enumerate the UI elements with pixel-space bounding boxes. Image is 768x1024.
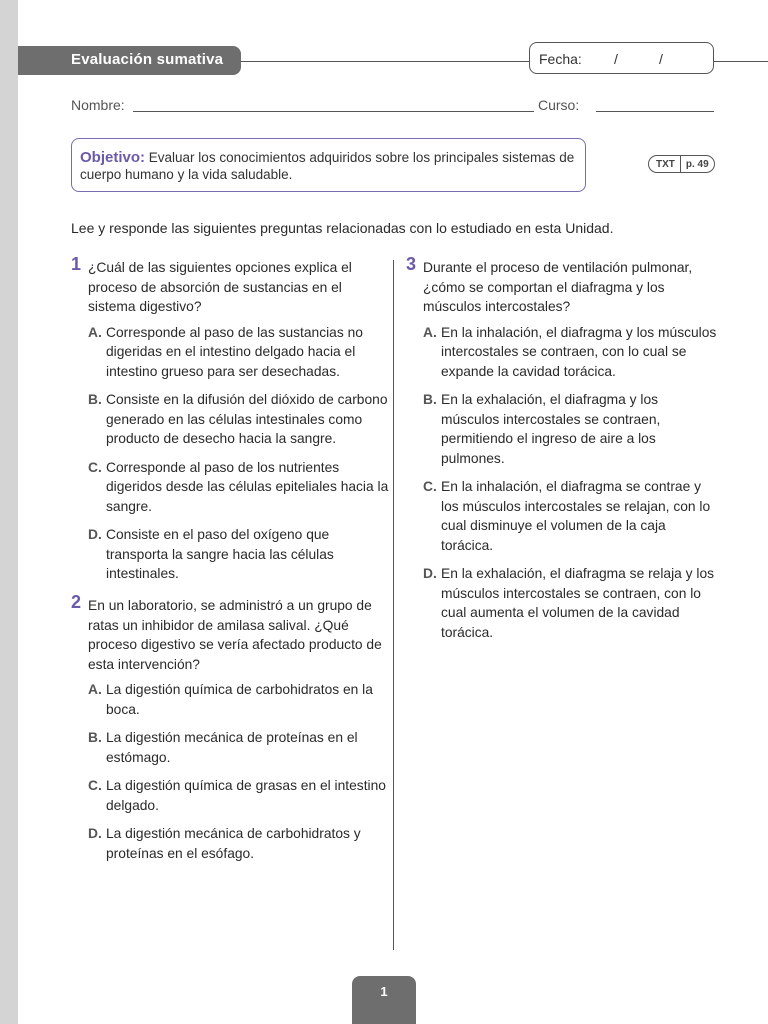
page-reference: p. 49: [685, 158, 709, 170]
option-letter: A.: [88, 324, 102, 340]
option-text: La digestión mecánica de proteínas en el estómago.: [106, 730, 358, 765]
option-b[interactable]: [88, 728, 389, 767]
question-number: 3: [406, 254, 417, 274]
option-letter: B.: [423, 392, 437, 407]
instructions: Lee y responde las siguientes preguntas relacionadas con lo estudiado en esta Unidad.: [71, 220, 614, 236]
question-text: En un laboratorio, se administró a un grupo de ratas un inhibidor de amilasa salival. ¿Qué proceso digestivo se vería afectado producto de esta intervención?: [88, 598, 382, 672]
option-letter: C.: [88, 778, 102, 793]
header-rule: [241, 61, 529, 62]
option-letter: C.: [423, 479, 437, 494]
objective-text: [80, 149, 580, 183]
option-a[interactable]: [88, 680, 389, 719]
option-text: La digestión química de grasas en el intestino delgado.: [106, 778, 386, 813]
option-c[interactable]: [88, 776, 389, 815]
date-separator-2: /: [659, 51, 663, 67]
option-text: Consiste en el paso del oxígeno que transporta la sangre hacia las células intestinales.: [106, 527, 334, 581]
question-text: ¿Cuál de las siguientes opciones explica el proceso de absorción de sustancias en el sistema digestivo?: [88, 260, 352, 314]
course-label: Curso:: [538, 97, 580, 113]
name-field[interactable]: [133, 111, 534, 112]
column-divider: [393, 260, 394, 950]
option-list: [88, 680, 389, 863]
date-separator-1: /: [614, 51, 618, 67]
name-label: Nombre:: [71, 97, 125, 113]
option-b[interactable]: [423, 390, 718, 468]
option-text: En la inhalación, el diafragma se contrae y los músculos intercostales se relajan, con lo cual disminuye el volumen de la caja torácica.: [441, 479, 711, 553]
option-c[interactable]: [423, 477, 718, 555]
textbook-reference-badge: [648, 155, 715, 173]
option-text: Corresponde al paso de los nutrientes digeridos desde las células epiteliales hacia la sangre.: [106, 459, 389, 514]
option-b[interactable]: [88, 390, 389, 449]
option-text: En la inhalación, el diafragma y los músculos intercostales se contraen, con lo cual se expande la cavidad torácica.: [441, 324, 717, 379]
question-3: [406, 254, 718, 651]
option-c[interactable]: [88, 458, 389, 517]
option-letter: C.: [88, 459, 102, 475]
question-2: [71, 592, 389, 872]
page-title: Evaluación sumativa: [71, 51, 224, 68]
option-a[interactable]: [423, 323, 718, 382]
option-list: [88, 323, 389, 584]
question-text: Durante el proceso de ventilación pulmonar, ¿cómo se comportan el diafragma y los músculos intercostales?: [423, 260, 693, 314]
option-letter: B.: [88, 730, 102, 745]
option-letter: D.: [88, 826, 102, 841]
option-letter: A.: [423, 324, 437, 340]
option-text: En la exhalación, el diafragma y los músculos intercostales se contraen, permitiendo el ingreso de aire a los pulmones.: [441, 392, 661, 466]
option-letter: B.: [88, 392, 102, 407]
question-number: 2: [71, 592, 82, 612]
question-number: 1: [71, 254, 82, 274]
option-text: Corresponde al paso de las sustancias no digeridas en el intestino delgado hacia el intestino grueso para ser desechadas.: [106, 324, 363, 379]
option-text: La digestión química de carbohidratos en la boca.: [106, 682, 373, 717]
option-d[interactable]: [88, 525, 389, 584]
page-edge-strip: [0, 0, 18, 1024]
header-rule-right: [714, 61, 768, 62]
option-letter: D.: [88, 527, 102, 542]
option-text: En la exhalación, el diafragma se relaja y los músculos intercostales se contraen, con lo cual aumenta el volumen de la cavidad torácica.: [441, 566, 715, 640]
option-a[interactable]: [88, 323, 389, 382]
objective-description: Evaluar los conocimientos adquiridos sobre los principales sistemas de cuerpo humano y la vida saludable.: [80, 150, 575, 182]
option-d[interactable]: [88, 824, 389, 863]
option-text: La digestión mecánica de carbohidratos y proteínas en el esófago.: [106, 826, 361, 861]
objective-label: Objetivo:: [80, 149, 146, 166]
option-letter: A.: [88, 682, 102, 697]
option-d[interactable]: [423, 564, 718, 642]
option-text: Consiste en la difusión del dióxido de carbono generado en las células intestinales como producto de desecho hacia la sangre.: [106, 392, 388, 446]
txt-label: TXT: [649, 156, 681, 172]
date-label: Fecha:: [539, 51, 582, 67]
page-number: 1: [380, 984, 388, 999]
question-1: [71, 254, 389, 593]
option-letter: D.: [423, 566, 437, 581]
option-list: [423, 323, 718, 643]
course-field[interactable]: [596, 111, 714, 112]
